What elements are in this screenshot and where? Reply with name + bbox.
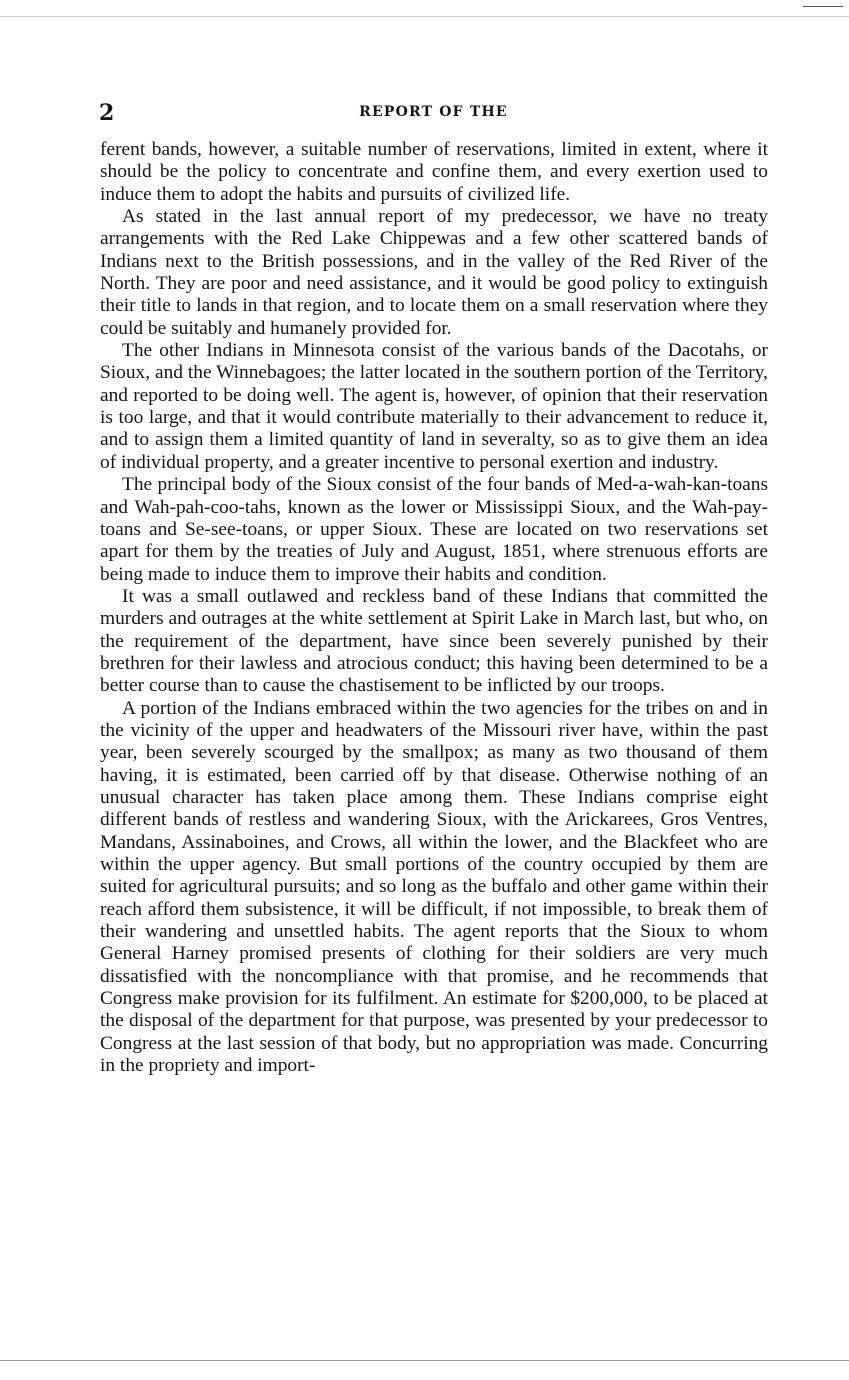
page-header <box>99 100 768 130</box>
paragraph-red-lake-chippewas: As stated in the last annual report of my predecessor, we have no treaty arrangements with the Red Lake Chippewas and a few other scattered bands of Indians next to the British possessions, and in the valley of the Red River of the North. They are poor and need assistance, and it would be good policy to extinguish their title to lands in that region, and to locate them on a small reservation where they could be suitably and humanely provided for. <box>100 206 768 339</box>
page-top-edge <box>0 0 849 17</box>
page-bottom-edge <box>0 1360 849 1361</box>
paragraph-sioux-bands: The principal body of the Sioux consist of the four bands of Med-a-wah-kan-toans and Wah-pah-coo-tahs, known as the lower or Mississippi Sioux, and the Wah-pay-toans and Se-see-toans, or upper Sioux. These are located on two reservations set apart for them by the treaties of July and August, 1851, where strenuous efforts are being made to induce them to improve their habits and condition. <box>100 474 768 585</box>
paragraph-missouri-agencies: A portion of the Indians embraced within the two agencies for the tribes on and in the vicinity of the upper and headwaters of the Missouri river have, within the past year, been severely scourged by the smallpox; as many as two thousand of them having, it is estimated, been carried off by that disease. Otherwise nothing of an unusual character has taken place among them. These Indians comprise eight different bands of restless and wandering Sioux, with the Arickarees, Gros Ventres, Mandans, Assinaboines, and Crows, all within the lower, and the Blackfeet who are within the upper agency. But small portions of the country occupied by them are suited for agricultural pursuits; and so long as the buffalo and other game within their reach afford them subsistence, it will be difficult, if not impossible, to break them of their wandering and unsettled habits. The agent reports that the Sioux to whom General Harney promised presents of clothing for their soldiers are very much dissatisfied with the noncompliance with that promise, and he recommends that Congress make provision for its fulfilment. An estimate for $200,000, to be placed at the disposal of the department for that purpose, was presented by your predecessor to Congress at the last session of that body, but no appropriation was made. Concurring in the propriety and import- <box>100 697 768 1077</box>
paragraph-spirit-lake: It was a small outlawed and reckless band of these Indians that committed the murders and outrages at the white settlement at Spirit Lake in March last, but who, on the requirement of the department, have since been severely punished by their brethren for their lawless and atrocious conduct; this having been determined to be a better course than to cause the chastisement to be inflicted by our troops. <box>100 585 768 697</box>
running-title: REPORT OF THE <box>359 104 508 120</box>
report-body <box>100 139 768 1077</box>
scan-corner-mark <box>803 0 843 7</box>
paragraph-minnesota-indians: The other Indians in Minnesota consist of the various bands of the Dacotahs, or Sioux, and the Winnebagoes; the latter located in the southern portion of the Territory, and reported to be doing well. The agent is, however, of opinion that their reservation is too large, and that it would contribute materially to their advancement to reduce it, and to assign them a limited quantity of land in severalty, so as to give them an idea of individual property, and a greater incentive to personal exertion and industry. <box>100 340 768 473</box>
paragraph-continuation: ferent bands, however, a suitable number of reservations, limited in extent, where it should be the policy to concentrate and confine them, and every exertion used to induce them to adopt the habits and pursuits of civilized life. <box>100 139 768 205</box>
page-number: 2 <box>99 100 115 126</box>
